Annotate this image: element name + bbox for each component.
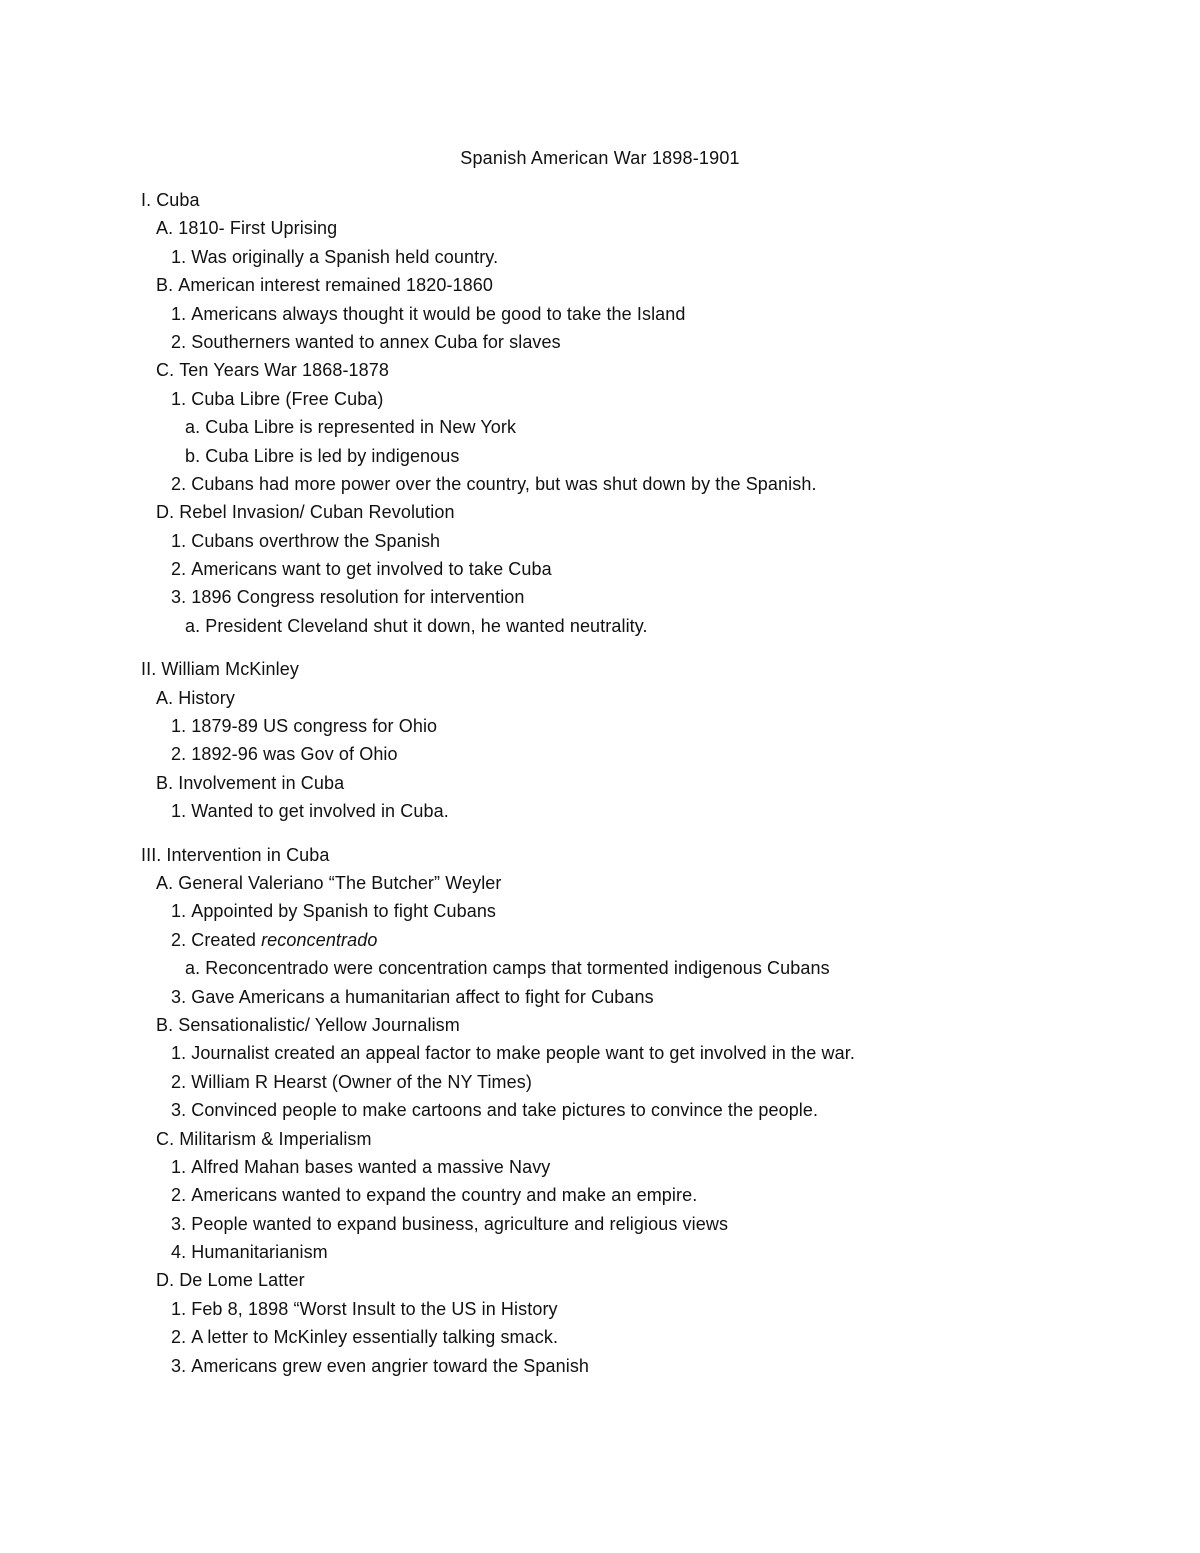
item-text: Convinced people to make cartoons and take pictures to convince the people. — [191, 1100, 819, 1121]
item-text: President Cleveland shut it down, he wanted neutrality. — [205, 615, 648, 636]
item-text: Ten Years War 1868-1878 — [179, 360, 389, 381]
item-marker: 2. — [171, 744, 187, 765]
numbered-item — [141, 470, 1141, 498]
item-marker: 1. — [171, 246, 187, 267]
subsection-item — [141, 214, 1141, 242]
item-italic-text: reconcentrado — [261, 929, 378, 950]
item-text: Cubans overthrow the Spanish — [191, 530, 441, 551]
numbered-item — [141, 328, 1141, 356]
item-text: Americans wanted to expand the country and make an empire. — [191, 1185, 698, 1206]
item-marker: C. — [156, 360, 175, 381]
subsection-item — [141, 356, 1141, 384]
item-text: Americans want to get involved to take Cuba — [191, 559, 552, 580]
item-marker: 2. — [171, 559, 187, 580]
item-text: 1879-89 US congress for Ohio — [191, 716, 438, 737]
item-marker: 1. — [171, 303, 187, 324]
item-marker: 2. — [171, 929, 187, 950]
item-marker: B. — [156, 772, 174, 793]
page-title: Spanish American War 1898-1901 — [460, 148, 740, 168]
item-marker: 1. — [171, 530, 187, 551]
numbered-item — [141, 243, 1141, 271]
item-marker: 4. — [171, 1242, 187, 1263]
item-text: Involvement in Cuba — [178, 772, 345, 793]
item-text: Rebel Invasion/ Cuban Revolution — [179, 502, 455, 523]
numbered-item — [141, 926, 1141, 954]
item-text: Was originally a Spanish held country. — [191, 246, 499, 267]
item-marker: b. — [185, 445, 201, 466]
item-text: Americans grew even angrier toward the Spanish — [191, 1355, 590, 1376]
item-marker: 1. — [171, 716, 187, 737]
item-marker: B. — [156, 275, 174, 296]
numbered-item — [141, 1153, 1141, 1181]
item-text: People wanted to expand business, agriculture and religious views — [191, 1213, 729, 1234]
outline — [141, 186, 1141, 1380]
item-text: Cuba Libre is represented in New York — [205, 417, 517, 438]
numbered-item — [141, 983, 1141, 1011]
numbered-item — [141, 1238, 1141, 1266]
item-text: Feb 8, 1898 “Worst Insult to the US in History — [191, 1298, 558, 1319]
numbered-item — [141, 1096, 1141, 1124]
item-text: Wanted to get involved in Cuba. — [191, 801, 449, 822]
item-marker: 1. — [171, 388, 187, 409]
numbered-item — [141, 1181, 1141, 1209]
item-marker: A. — [156, 687, 174, 708]
lettered-item — [141, 954, 1141, 982]
item-text: A letter to McKinley essentially talking smack. — [191, 1327, 559, 1348]
outline-section — [141, 841, 1141, 1380]
item-marker: C. — [156, 1128, 175, 1149]
section-heading — [141, 841, 1141, 869]
item-marker: 3. — [171, 1100, 187, 1121]
item-marker: 1. — [171, 1298, 187, 1319]
lettered-item — [141, 413, 1141, 441]
item-marker: a. — [185, 417, 201, 438]
item-text: Intervention in Cuba — [166, 844, 330, 865]
item-text: 1896 Congress resolution for intervention — [191, 587, 525, 608]
outline-section — [141, 655, 1141, 825]
item-text: American interest remained 1820-1860 — [178, 275, 493, 296]
item-text: General Valeriano “The Butcher” Weyler — [178, 872, 502, 893]
item-marker: a. — [185, 615, 201, 636]
item-marker: 1. — [171, 1043, 187, 1064]
subsection-item — [141, 869, 1141, 897]
item-text: Alfred Mahan bases wanted a massive Navy — [191, 1156, 551, 1177]
item-marker: 2. — [171, 1327, 187, 1348]
item-text: Appointed by Spanish to fight Cubans — [191, 901, 497, 922]
item-text: 1810- First Uprising — [178, 218, 338, 239]
numbered-item — [141, 712, 1141, 740]
item-marker: 3. — [171, 986, 187, 1007]
item-text: Cubans had more power over the country, but was shut down by the Spanish. — [191, 473, 817, 494]
item-text: Humanitarianism — [191, 1242, 328, 1263]
item-text: 1892-96 was Gov of Ohio — [191, 744, 398, 765]
subsection-item — [141, 769, 1141, 797]
item-marker: A. — [156, 872, 174, 893]
item-marker: 2. — [171, 1185, 187, 1206]
subsection-item — [141, 684, 1141, 712]
numbered-item — [141, 897, 1141, 925]
item-text: Southerners wanted to annex Cuba for slaves — [191, 331, 561, 352]
numbered-item — [141, 797, 1141, 825]
subsection-item — [141, 498, 1141, 526]
lettered-item — [141, 612, 1141, 640]
item-text: Cuba — [156, 190, 200, 210]
numbered-item — [141, 1210, 1141, 1238]
item-marker: 1. — [171, 901, 187, 922]
item-marker: D. — [156, 502, 175, 523]
item-marker: I. — [141, 190, 152, 210]
item-text: Cuba Libre is led by indigenous — [205, 445, 460, 466]
item-marker: II. — [141, 659, 157, 680]
item-text: Americans always thought it would be good to take the Island — [191, 303, 686, 324]
numbered-item — [141, 1068, 1141, 1096]
item-text: De Lome Latter — [179, 1270, 305, 1291]
subsection-item — [141, 1266, 1141, 1294]
item-text: Reconcentrado were concentration camps that tormented indigenous Cubans — [205, 958, 830, 979]
item-marker: 2. — [171, 473, 187, 494]
item-marker: D. — [156, 1270, 175, 1291]
numbered-item — [141, 583, 1141, 611]
numbered-item — [141, 385, 1141, 413]
item-marker: 1. — [171, 1156, 187, 1177]
subsection-item — [141, 1011, 1141, 1039]
item-marker: 2. — [171, 1071, 187, 1092]
item-text: Gave Americans a humanitarian affect to fight for Cubans — [191, 986, 654, 1007]
item-text: Cuba Libre (Free Cuba) — [191, 388, 384, 409]
item-text: William McKinley — [161, 659, 299, 680]
item-text: Created — [191, 929, 256, 950]
item-text: Sensationalistic/ Yellow Journalism — [178, 1014, 460, 1035]
subsection-item — [141, 1125, 1141, 1153]
item-marker: III. — [141, 844, 162, 865]
item-marker: B. — [156, 1014, 174, 1035]
numbered-item — [141, 300, 1141, 328]
outline-section — [141, 186, 1141, 640]
numbered-item — [141, 527, 1141, 555]
item-marker: 3. — [171, 1213, 187, 1234]
item-text: History — [178, 687, 235, 708]
item-marker: 1. — [171, 801, 187, 822]
lettered-item — [141, 442, 1141, 470]
numbered-item — [141, 1323, 1141, 1351]
numbered-item — [141, 1039, 1141, 1067]
item-marker: 3. — [171, 587, 187, 608]
numbered-item — [141, 1295, 1141, 1323]
section-heading — [141, 186, 1141, 214]
item-text: Journalist created an appeal factor to make people want to get involved in the war. — [191, 1043, 855, 1064]
numbered-item — [141, 1352, 1141, 1380]
item-marker: a. — [185, 958, 201, 979]
item-text: Militarism & Imperialism — [179, 1128, 372, 1149]
item-marker: 2. — [171, 331, 187, 352]
section-heading — [141, 655, 1141, 683]
item-marker: A. — [156, 218, 174, 239]
numbered-item — [141, 555, 1141, 583]
subsection-item — [141, 271, 1141, 299]
numbered-item — [141, 740, 1141, 768]
item-marker: 3. — [171, 1355, 187, 1376]
item-text: William R Hearst (Owner of the NY Times) — [191, 1071, 532, 1092]
